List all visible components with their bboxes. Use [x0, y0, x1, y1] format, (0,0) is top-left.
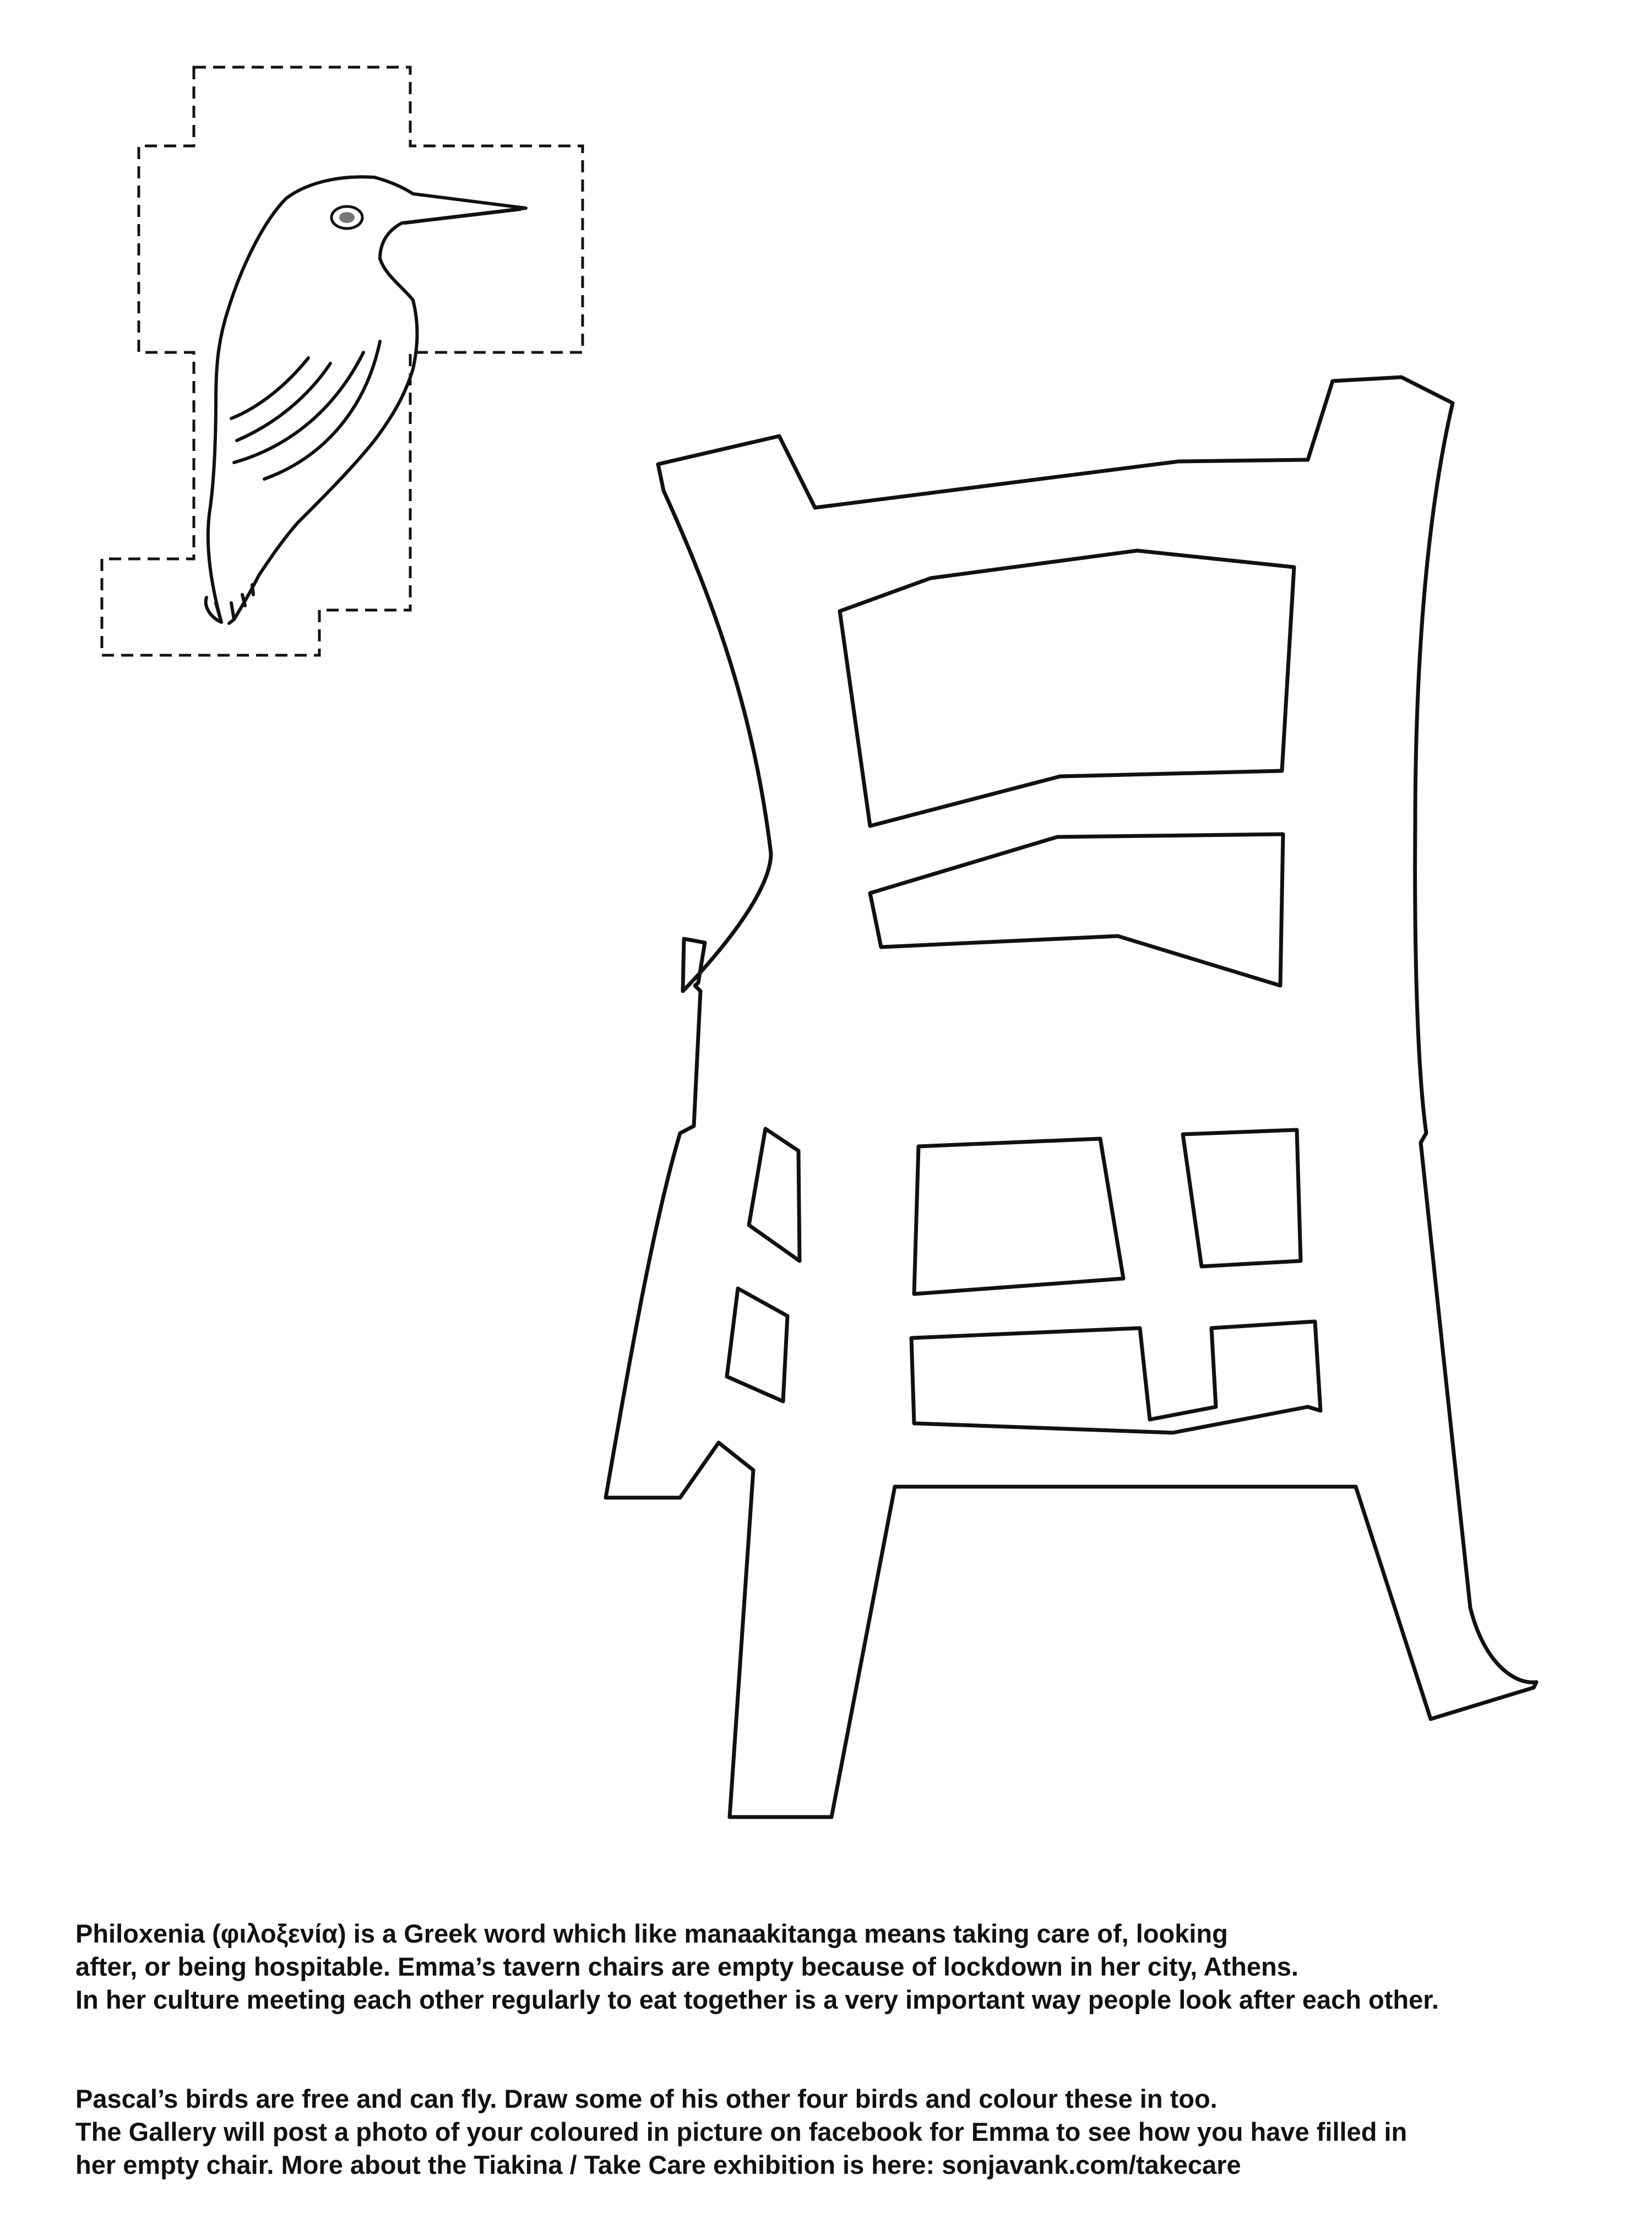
bird-wing-stripe-1	[231, 358, 308, 418]
bird-wing-stripe-2	[237, 363, 330, 440]
caption-line: after, or being hospitable. Emma’s tavern chairs are empty because of lockdown in her city, Athens.	[75, 1952, 1298, 1981]
chair-seat-window-1	[914, 1139, 1123, 1294]
tavern-chair-outline-icon	[606, 377, 1536, 1817]
chair-seat-window-2	[1183, 1130, 1301, 1266]
bird-eye-pupil	[339, 212, 355, 223]
caption-line: her empty chair. More about the Tiakina / Take Care exhibition is here: sonjavank.com/takecare	[75, 2150, 1241, 2179]
bird-body-outline	[208, 177, 526, 623]
caption-paragraph-1	[75, 1917, 1617, 2016]
kingfisher-bird-icon	[206, 177, 526, 623]
bird-beak-line	[405, 209, 520, 223]
chair-backrest-window-1	[840, 551, 1294, 826]
bird-cut-line[interactable]	[102, 67, 583, 655]
caption-line: In her culture meeting each other regularly to eat together is a very important way people look after each other.	[75, 1985, 1439, 2014]
chair-seat-window-3	[911, 1321, 1320, 1433]
caption-line: The Gallery will post a photo of your coloured in picture on facebook for Emma to see how you have filled in	[75, 2117, 1408, 2146]
caption-line: Philoxenia (φιλοξενία) is a Greek word which like manaakitanga means taking care of, looking	[75, 1919, 1228, 1948]
chair-side-window-2	[727, 1288, 787, 1401]
caption-paragraph-2	[75, 2082, 1617, 2182]
caption-line: Pascal’s birds are free and can fly. Draw some of his other four birds and colour these in too.	[75, 2084, 1218, 2113]
chair-side-window-1	[749, 1129, 800, 1261]
bird-cutout	[102, 67, 583, 655]
chair-backrest-window-2	[870, 834, 1283, 986]
chair-outline[interactable]	[606, 377, 1536, 1817]
